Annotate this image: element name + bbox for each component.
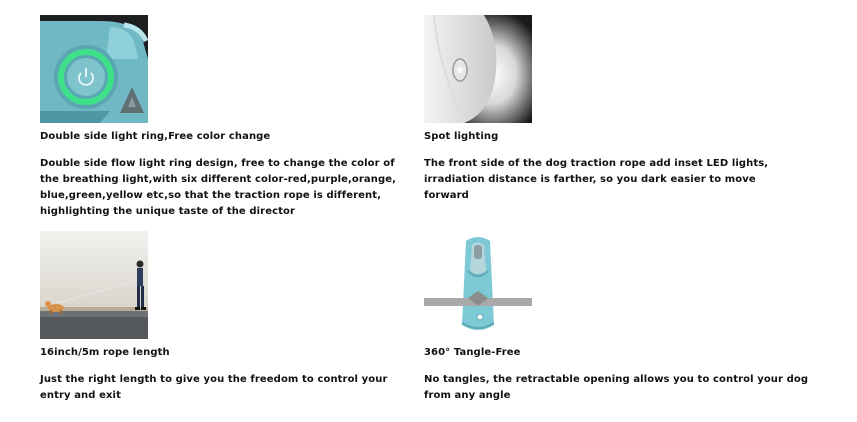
feature-description: The front side of the dog traction rope add inset LED lights, irradiation distance is farther, so you dark easier to move forward bbox=[424, 158, 769, 201]
feature-title: 16inch/5m rope length bbox=[40, 347, 170, 358]
feature-title: Double side light ring,Free color change bbox=[40, 131, 271, 142]
feature-description: Double side flow light ring design, free to change the color of the breathing light,with six different color-red,purple,orange, blue,green,yellow etc,so that the traction rope is different, highlighting the unique taste of the director bbox=[40, 158, 397, 217]
feature-rope-length bbox=[40, 231, 420, 404]
spot-lighting-image bbox=[424, 15, 532, 123]
feature-description: No tangles, the retractable opening allows you to control your dog from any angle bbox=[424, 374, 809, 401]
feature-title: Spot lighting bbox=[424, 131, 499, 142]
feature-light-ring bbox=[40, 15, 420, 220]
light-ring-image bbox=[40, 15, 148, 123]
feature-description: Just the right length to give you the freedom to control your entry and exit bbox=[40, 374, 388, 401]
rope-length-image bbox=[40, 231, 148, 339]
feature-tangle-free bbox=[424, 231, 809, 404]
tangle-free-image bbox=[424, 231, 532, 339]
feature-spot-lighting bbox=[424, 15, 804, 204]
feature-title: 360° Tangle-Free bbox=[424, 347, 521, 358]
